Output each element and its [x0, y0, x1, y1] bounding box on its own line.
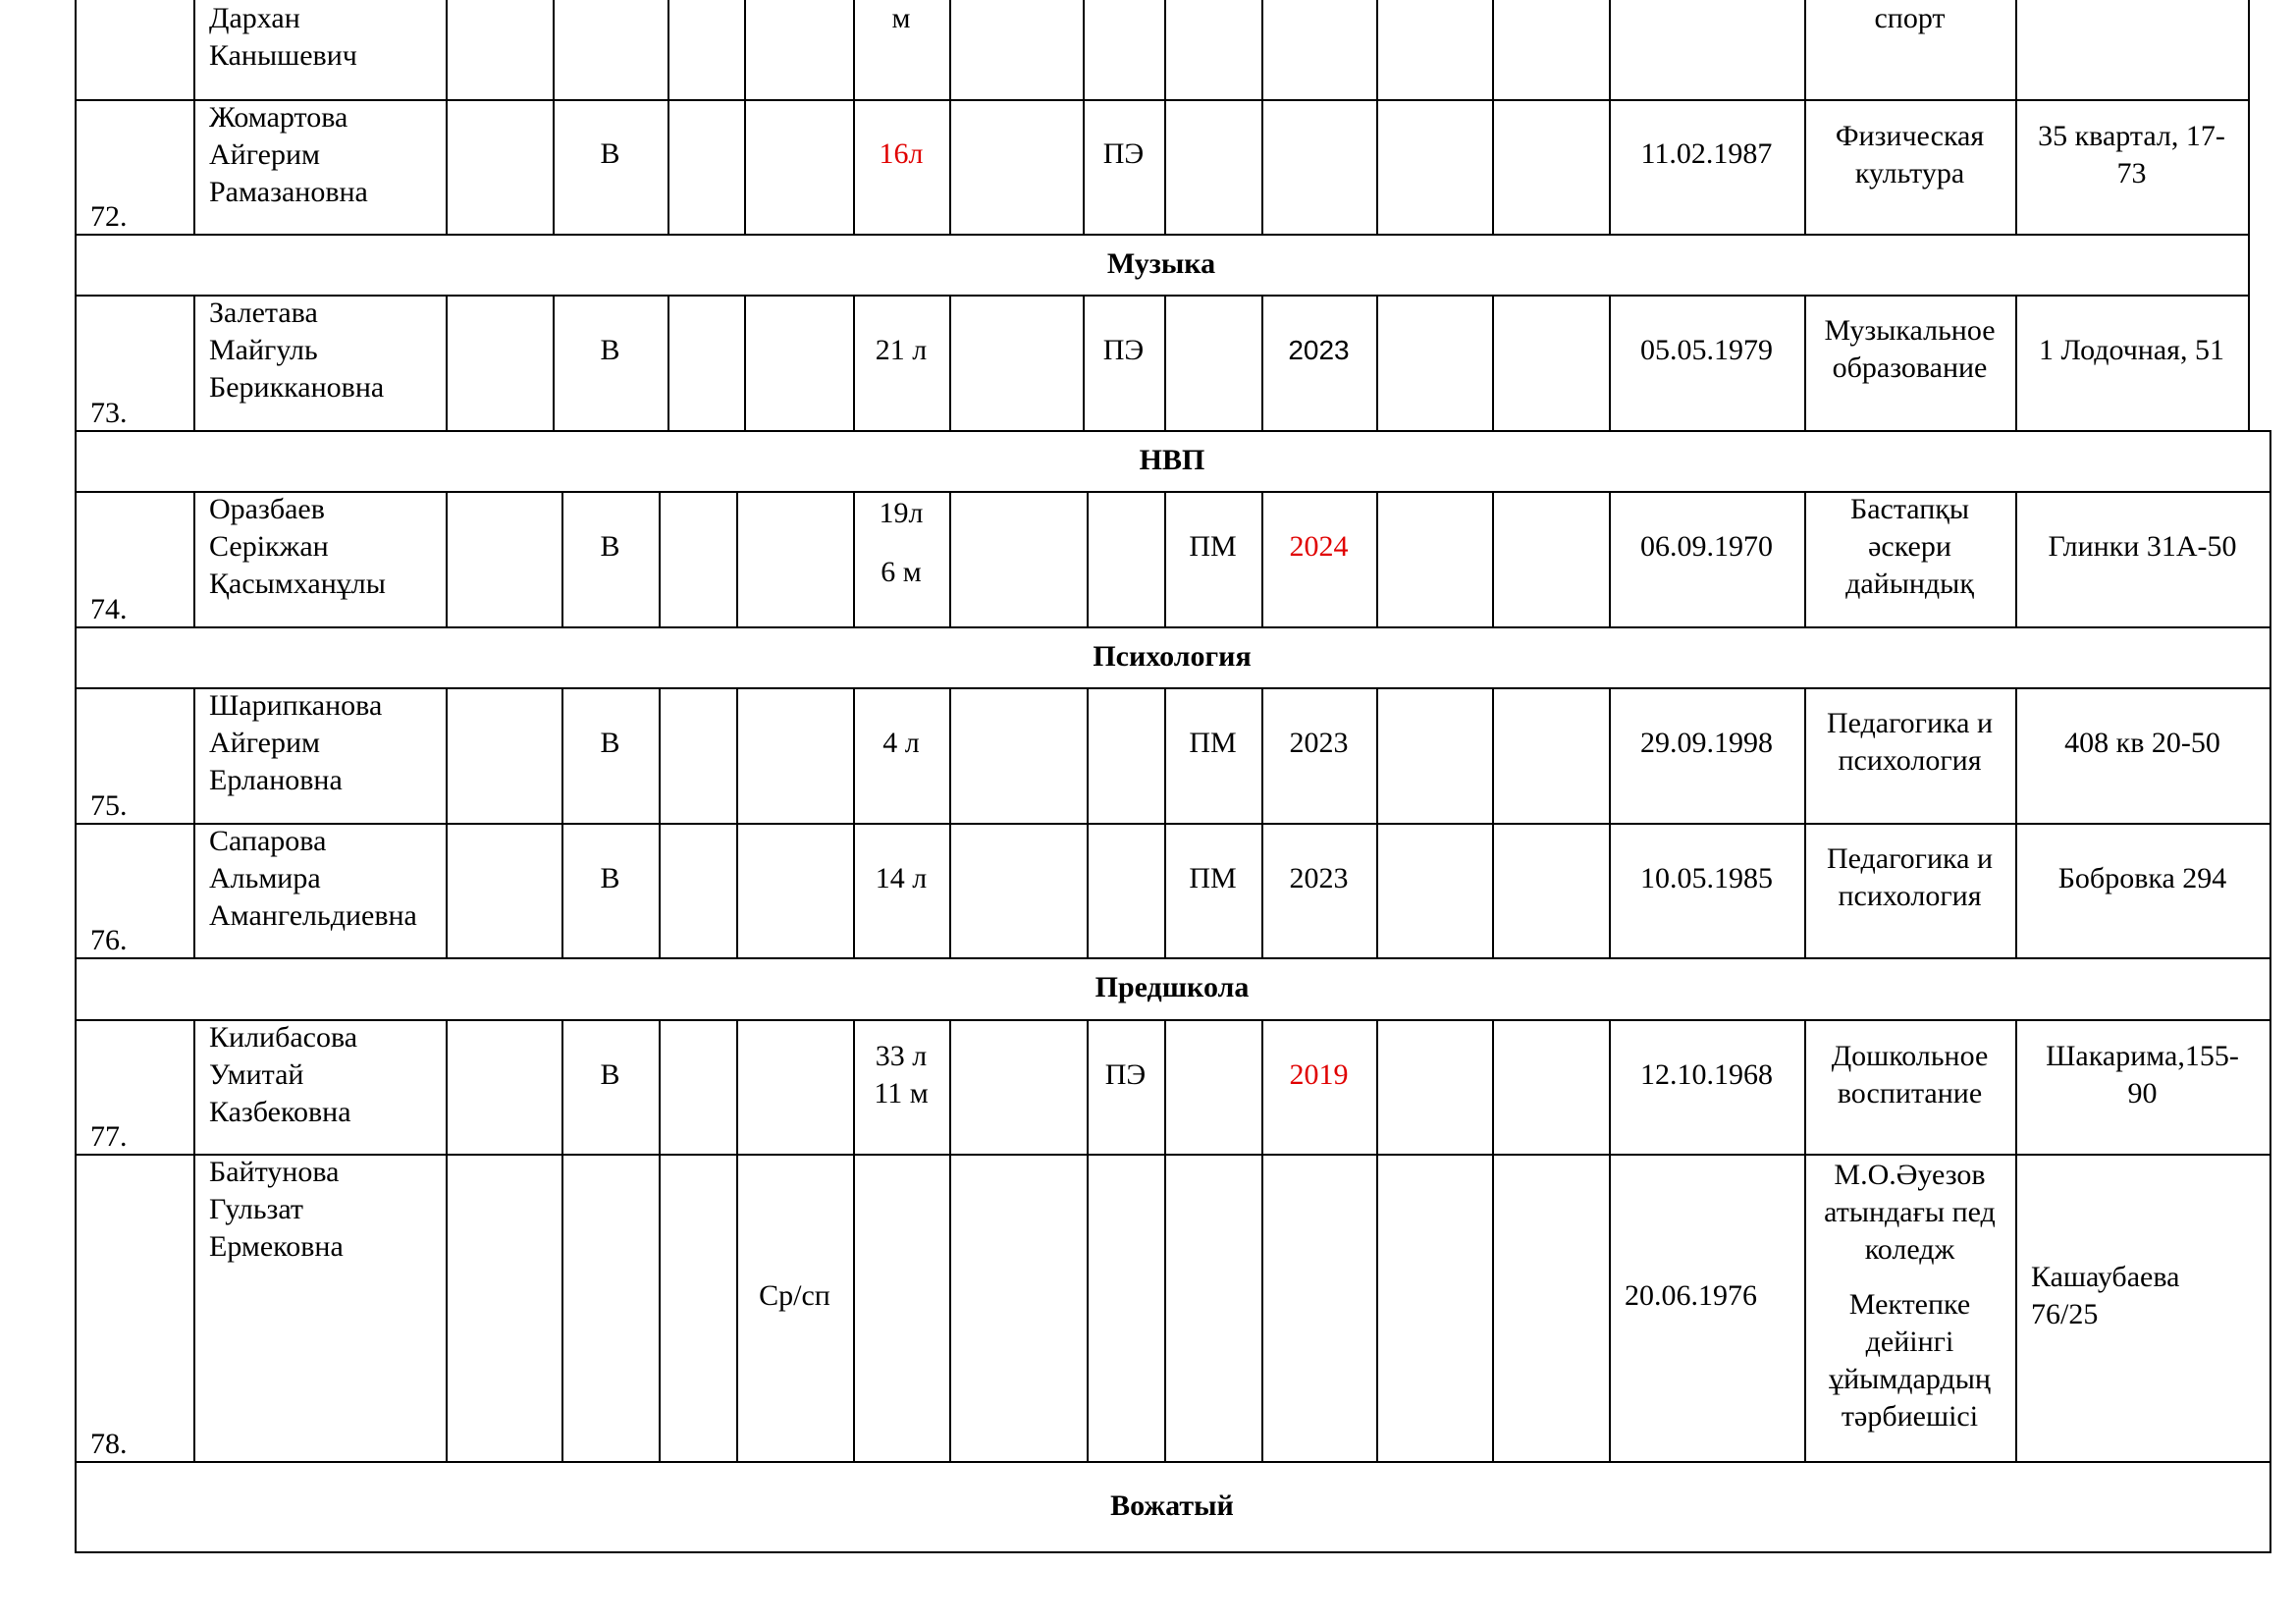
row-border — [75, 1461, 2269, 1463]
specialty-cell: Бастапқы әскери дайындық — [1845, 493, 1974, 600]
column-border — [1164, 1019, 1166, 1461]
staff-name: Дархан Канышевич — [209, 2, 357, 72]
address-cell: Кашаубаева 76/25 — [2031, 1261, 2180, 1330]
staff-name: Жомартова Айгерим Рамазановна — [209, 101, 368, 208]
address-cell: 408 кв 20-50 — [2064, 727, 2220, 759]
column-border — [1492, 491, 1494, 626]
column-border — [446, 491, 448, 626]
column-border — [1087, 491, 1089, 626]
column-border — [1376, 1019, 1378, 1461]
row-border — [75, 687, 2269, 689]
category-cell: ПЭ — [1104, 1058, 1147, 1091]
experience-cell: 21 л — [875, 334, 928, 366]
experience-cell: 19л 6 м — [879, 497, 924, 588]
column-border — [446, 295, 448, 430]
year-cell: 2019 — [1289, 1058, 1349, 1091]
column-border — [193, 687, 195, 957]
row-number: 76. — [90, 924, 128, 956]
education-cell: В — [600, 862, 620, 894]
experience-cell: 4 л — [882, 727, 920, 759]
education-cell: В — [600, 727, 620, 759]
column-border — [667, 0, 669, 234]
category-cell: ПЭ — [1102, 334, 1145, 366]
specialty-cell: Педагогика и психология — [1826, 707, 1994, 777]
address-cell: Бобровка 294 — [2057, 862, 2227, 894]
column-border — [736, 687, 738, 957]
column-border — [949, 295, 951, 430]
specialty-cell: Педагогика и психология — [1826, 842, 1994, 912]
column-border — [193, 0, 195, 234]
experience-cell: 33 л 11 м — [874, 1040, 929, 1110]
column-border — [1087, 687, 1089, 957]
row-border — [75, 1154, 2269, 1156]
address-cell: 35 квартал, 17- 73 — [2038, 120, 2225, 189]
staff-name: Оразбаев Серікжан Қасымханұлы — [209, 493, 386, 600]
row-number: 72. — [90, 200, 128, 233]
row-number: 75. — [90, 789, 128, 822]
column-border — [949, 491, 951, 626]
column-border — [446, 1019, 448, 1461]
row-number: 73. — [90, 397, 128, 429]
column-border — [193, 295, 195, 430]
birth-date-cell: 06.09.1970 — [1640, 530, 1773, 563]
column-border — [1164, 0, 1166, 234]
column-border — [659, 491, 661, 626]
column-border — [744, 0, 746, 234]
row-border — [75, 1019, 2269, 1021]
column-border — [659, 1019, 661, 1461]
birth-date-cell: 05.05.1979 — [1640, 334, 1773, 366]
table-right-border — [2269, 430, 2271, 1553]
education-cell: Ср/сп — [759, 1279, 830, 1312]
birth-date-cell: 29.09.1998 — [1640, 727, 1773, 759]
year-cell: 2024 — [1289, 530, 1349, 563]
column-border — [1492, 295, 1494, 430]
column-border — [446, 0, 448, 234]
column-border — [2015, 0, 2017, 234]
year-cell: 2023 — [1289, 727, 1349, 759]
staff-name: Шарипканова Айгерим Ерлановна — [209, 689, 383, 796]
specialty-cell: Дошкольное воспитание — [1831, 1040, 1989, 1110]
education-cell: В — [600, 1058, 620, 1091]
row-border — [75, 295, 2248, 297]
category-cell: ПМ — [1189, 530, 1237, 563]
column-border — [193, 1019, 195, 1461]
address-cell: Глинки 31А-50 — [2048, 530, 2237, 563]
row-number: 77. — [90, 1120, 128, 1153]
row-border — [75, 99, 2248, 101]
specialty-cell: М.О.Әуезов атындағы пед коледж Мектепке дейінгі ұйымдардың тәрбиешісі — [1824, 1159, 1996, 1433]
address-cell: 1 Лодочная, 51 — [2039, 334, 2224, 366]
column-border — [736, 491, 738, 626]
column-border — [1609, 0, 1611, 234]
birth-date-cell: 11.02.1987 — [1640, 137, 1773, 170]
address-cell: Шакарима,155- 90 — [2046, 1040, 2239, 1110]
staff-name: Килибасова Умитай Казбековна — [209, 1021, 358, 1128]
row-border — [75, 1551, 2269, 1553]
column-border — [1376, 0, 1378, 234]
specialty-cell: спорт — [1874, 2, 1946, 34]
column-border — [1492, 1019, 1494, 1461]
column-border — [744, 295, 746, 430]
column-border — [736, 1019, 738, 1461]
section-header-music: Музыка — [1106, 247, 1216, 280]
column-border — [1492, 0, 1494, 234]
column-border — [1376, 491, 1378, 626]
column-border — [949, 687, 951, 957]
column-border — [553, 0, 555, 234]
column-border — [1376, 295, 1378, 430]
birth-date-cell: 12.10.1968 — [1640, 1058, 1773, 1091]
column-border — [1492, 687, 1494, 957]
education-cell: В — [600, 137, 620, 170]
staff-name: Байтунова Гульзат Ермековна — [209, 1156, 344, 1263]
column-border — [1083, 0, 1085, 234]
column-border — [1164, 295, 1166, 430]
category-cell: ПМ — [1189, 862, 1237, 894]
year-cell: 2023 — [1289, 862, 1349, 894]
column-border — [1261, 0, 1263, 234]
education-cell: В — [600, 334, 620, 366]
experience-cell: 16л — [879, 137, 924, 170]
table-right-border — [2248, 0, 2250, 430]
column-border — [949, 1019, 951, 1461]
specialty-cell: Музыкальное образование — [1824, 314, 1996, 384]
section-header-nvp: НВП — [1139, 444, 1205, 476]
column-border — [1376, 687, 1378, 957]
row-number: 78. — [90, 1428, 128, 1460]
section-header-counselor: Вожатый — [1110, 1489, 1234, 1522]
staff-name: Сапарова Альмира Амангельдиевна — [209, 825, 417, 932]
row-number: 74. — [90, 593, 128, 625]
section-header-preschool: Предшкола — [1095, 971, 1250, 1003]
section-header-psychology: Психология — [1093, 640, 1252, 673]
education-cell: В — [600, 530, 620, 563]
staff-name: Залетава Майгуль Бериккановна — [209, 297, 385, 404]
birth-date-cell: 10.05.1985 — [1640, 862, 1773, 894]
column-border — [446, 687, 448, 957]
birth-date-cell: 20.06.1976 — [1625, 1279, 1757, 1312]
year-cell: 2023 — [1288, 335, 1350, 365]
experience-cell: м — [891, 2, 911, 34]
category-cell: ПМ — [1189, 727, 1237, 759]
specialty-cell: Физическая культура — [1835, 120, 1985, 189]
column-border — [949, 0, 951, 234]
column-border — [193, 491, 195, 626]
experience-cell: 14 л — [875, 862, 928, 894]
column-border — [659, 687, 661, 957]
category-cell: ПЭ — [1102, 137, 1145, 170]
column-border — [667, 295, 669, 430]
